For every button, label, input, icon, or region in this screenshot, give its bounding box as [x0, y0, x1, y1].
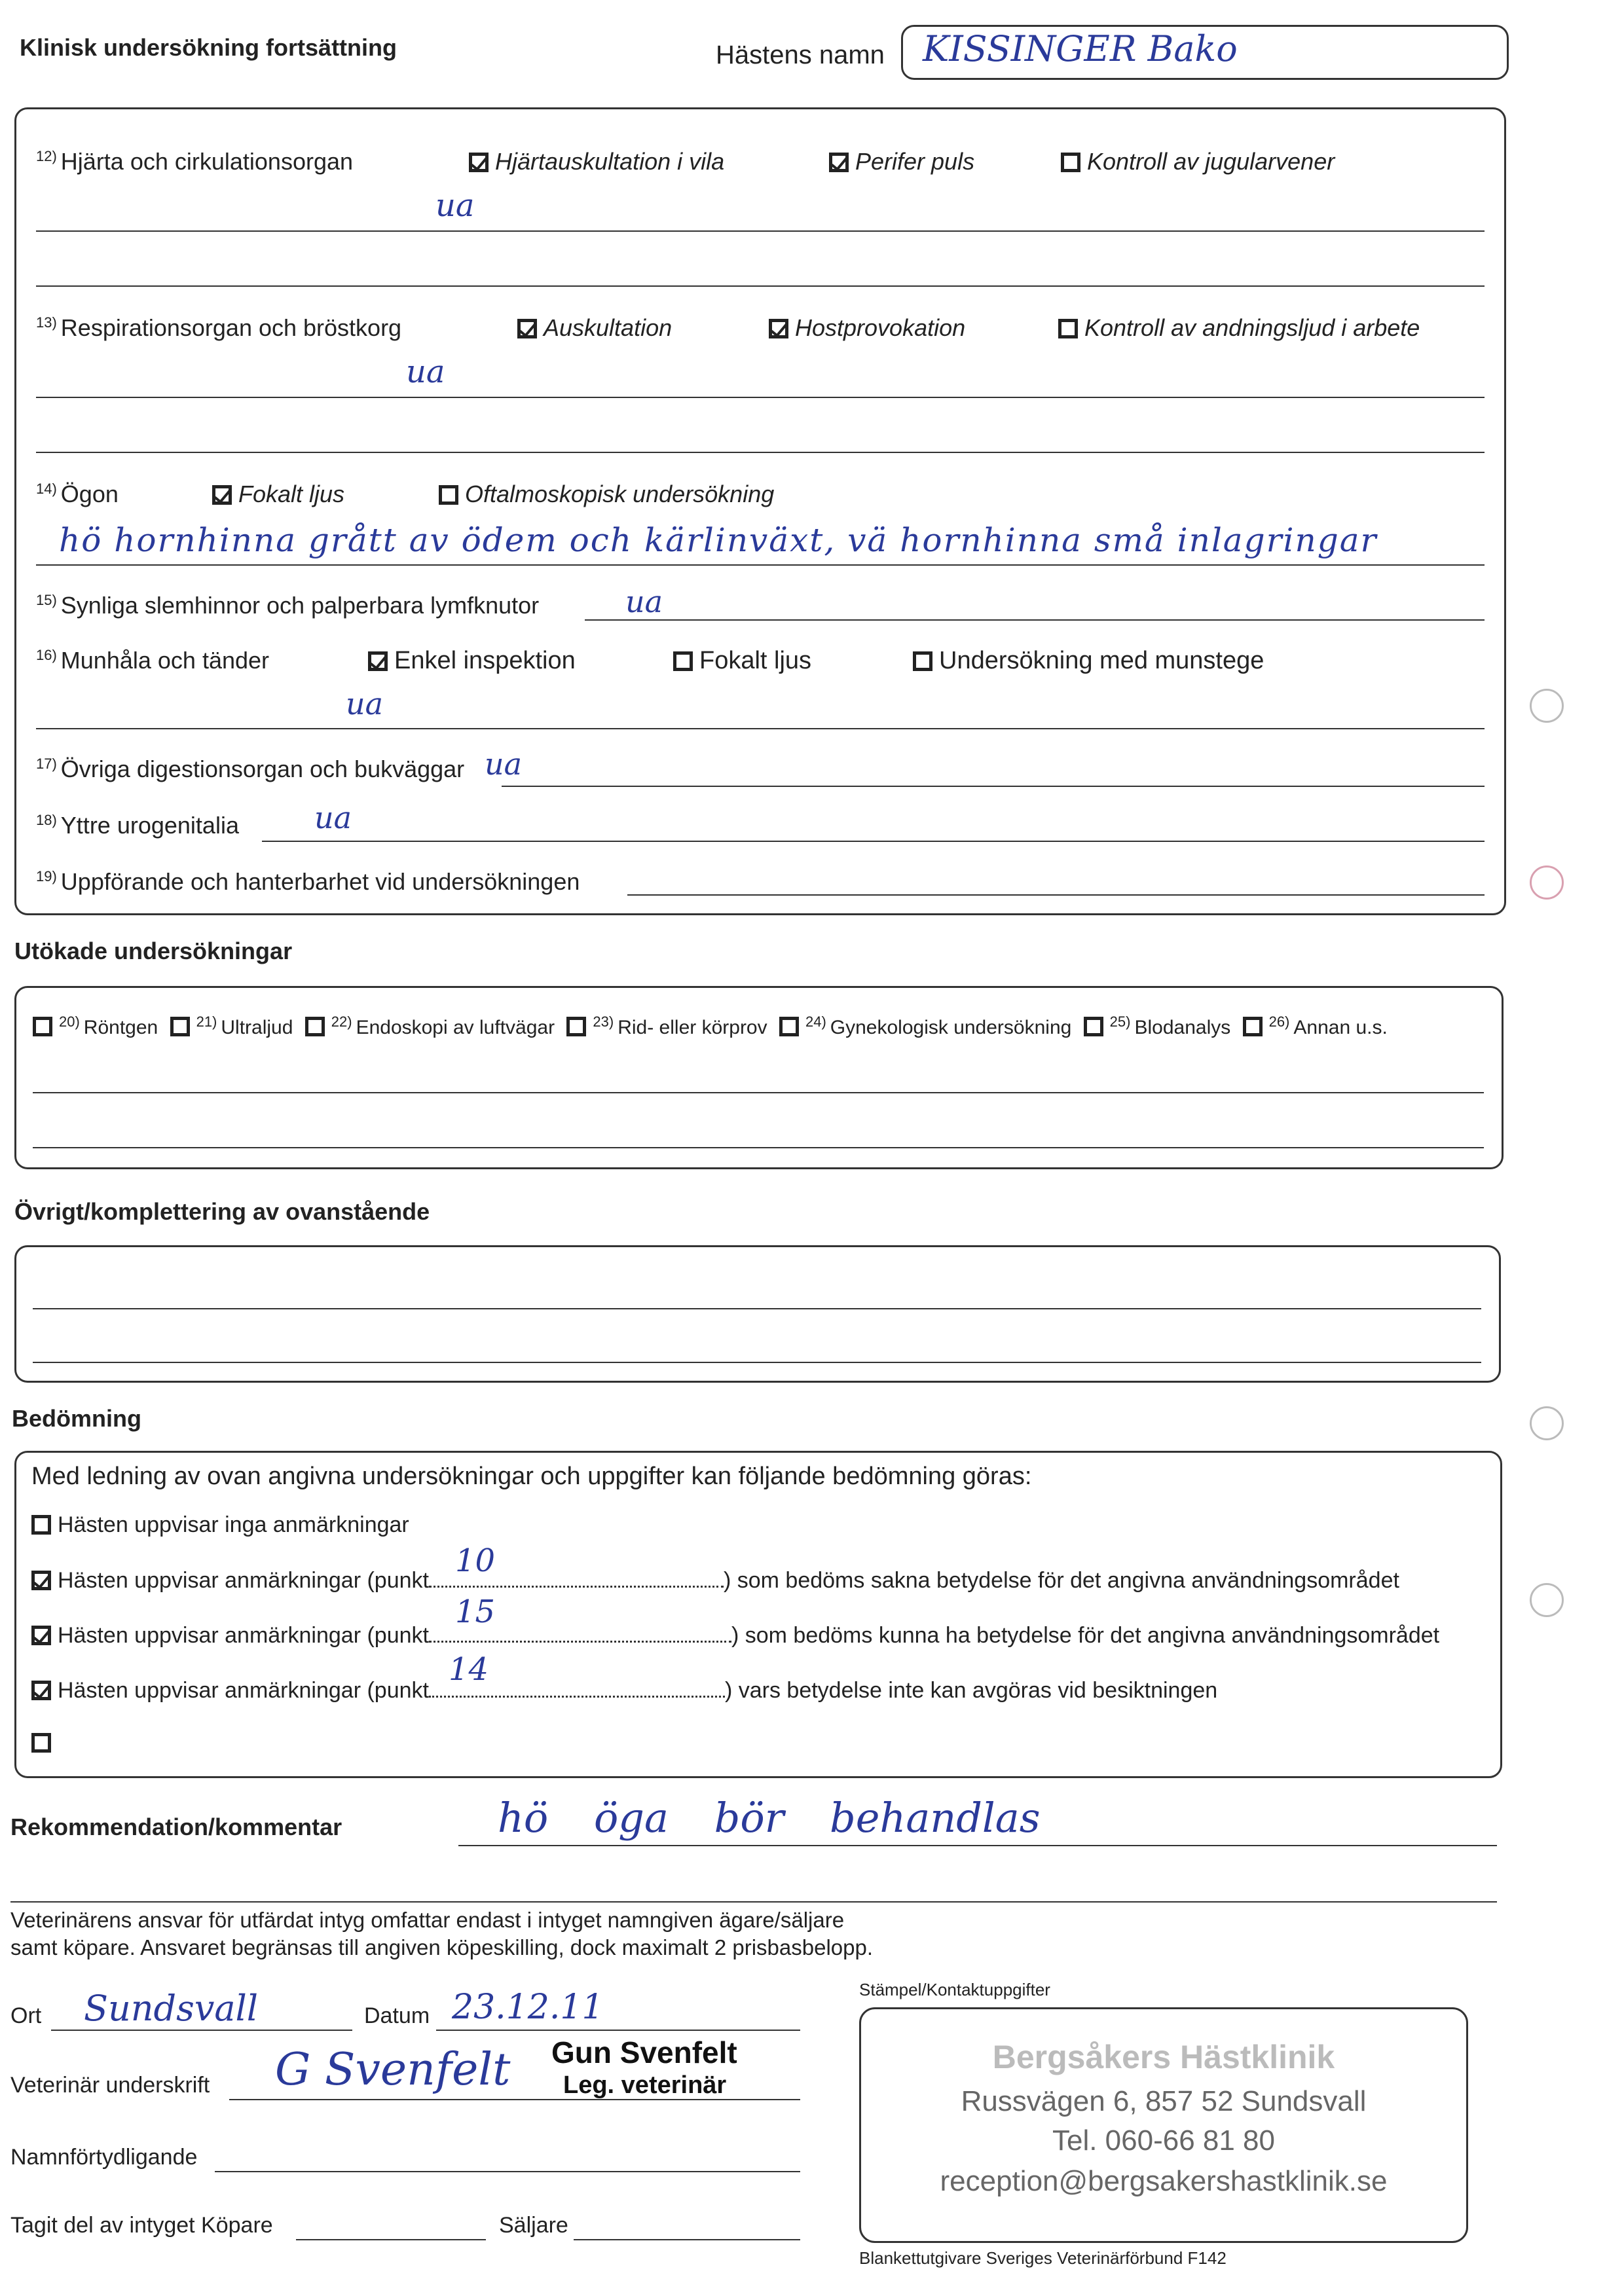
s15-note: ua — [625, 584, 663, 619]
stamp-signer-title: Leg. veterinär — [563, 2071, 727, 2099]
ext-item-21[interactable]: $^{21)}$ Ultraljud — [170, 1017, 293, 1038]
tagit-del-label: Tagit del av intyget Köpare — [10, 2213, 273, 2238]
checkbox[interactable] — [1243, 1017, 1263, 1036]
checkbox[interactable] — [1058, 319, 1078, 338]
answer-line[interactable] — [33, 1092, 1484, 1093]
assessment-opt3[interactable]: Hästen uppvisar anmärkningar (punkt 15 ) som bedöms kunna ha betydelse för det angivna användningsområdet — [31, 1621, 1439, 1649]
form-title: Klinisk undersökning fortsättning — [20, 34, 397, 61]
checkbox[interactable] — [439, 485, 458, 505]
answer-line[interactable] — [33, 1362, 1481, 1363]
ext-item-22[interactable]: $^{22)}$ Endoskopi av luftvägar — [305, 1017, 555, 1038]
ort-label: Ort — [10, 2003, 42, 2028]
stamp-email: reception@bergsakershastklinik.se — [940, 2165, 1388, 2197]
checkbox[interactable] — [829, 153, 849, 172]
s14-note: hö hornhinna grått av ödem och kärlinväxt, vä hornhinna små inlagringar — [59, 521, 1378, 559]
assessment-opt1[interactable]: Hästen uppvisar inga anmärkningar — [31, 1512, 409, 1538]
checkbox[interactable] — [566, 1017, 586, 1036]
s13-check-3[interactable]: Kontroll av andningsljud i arbete — [1058, 314, 1420, 342]
s12-check-2[interactable]: Perifer puls — [829, 148, 974, 175]
section-12-label: $^{12)}$ Hjärta och cirkulationsorgan — [36, 148, 354, 175]
horse-name-value: KISSINGER Bako — [923, 28, 1238, 69]
answer-line[interactable] — [502, 786, 1485, 787]
disclaimer-line-2: samt köpare. Ansvaret begränsas till angiven köpeskilling, dock maximalt 2 prisbasbelopp. — [10, 1935, 874, 1959]
ext-item-20[interactable]: $^{20)}$ Röntgen — [33, 1017, 158, 1038]
opt4-value: 14 — [448, 1651, 489, 1688]
saljare-label: Säljare — [499, 2213, 568, 2238]
datum-label: Datum — [364, 2003, 430, 2028]
horse-name-label: Hästens namn — [716, 41, 885, 69]
recommendation-line-2[interactable] — [10, 1901, 1497, 1903]
stamp-address: Russvägen 6, 857 52 Sundsvall — [961, 2085, 1367, 2117]
punch-hole — [1530, 1583, 1564, 1617]
stamp-phone: Tel. 060-66 81 80 — [1052, 2124, 1276, 2157]
disclaimer-line-1: Veterinärens ansvar för utfärdat intyg omfattar endast i intyget namngiven ägare/säljare — [10, 1908, 845, 1932]
assessment-opt4[interactable]: Hästen uppvisar anmärkningar (punkt 14 ) vars betydelse inte kan avgöras vid besiktningen — [31, 1676, 1217, 1704]
checkbox[interactable] — [31, 1681, 51, 1700]
s16-check-3[interactable]: Undersökning med munstege — [913, 647, 1264, 675]
recommendation-label: Rekommendation/kommentar — [10, 1813, 342, 1840]
punch-hole — [1530, 866, 1564, 900]
checkbox[interactable] — [170, 1017, 190, 1036]
answer-line[interactable] — [36, 285, 1485, 287]
assessment-opt2[interactable]: Hästen uppvisar anmärkningar (punkt 10 ) som bedöms sakna betydelse för det angivna användningsområdet — [31, 1566, 1399, 1594]
namnfortydligande-label: Namnförtydligande — [10, 2145, 198, 2170]
s13-check-1[interactable]: Auskultation — [517, 314, 672, 342]
answer-line[interactable] — [36, 564, 1485, 566]
s12-check-1[interactable]: Hjärtauskultation i vila — [469, 148, 724, 175]
assessment-opt5[interactable] — [31, 1728, 58, 1756]
datum-line[interactable] — [436, 2030, 800, 2031]
answer-line[interactable] — [36, 728, 1485, 729]
s17-note: ua — [485, 746, 523, 782]
ext-item-24[interactable]: $^{24)}$ Gynekologisk undersökning — [779, 1017, 1071, 1038]
stamp-box — [859, 2007, 1468, 2243]
s13-note: ua — [406, 354, 445, 390]
answer-line[interactable] — [33, 1147, 1484, 1148]
checkbox[interactable] — [913, 651, 932, 671]
section-17-label: $^{17)}$ Övriga digestionsorgan och bukväggar — [36, 756, 465, 782]
section-19-label: $^{19)}$ Uppförande och hanterbarhet vid undersökningen — [36, 868, 580, 895]
checkbox[interactable] — [673, 651, 693, 671]
kopare-line[interactable] — [296, 2239, 486, 2240]
section-13-label: $^{13)}$ Respirationsorgan och bröstkorg — [36, 314, 402, 341]
checkbox[interactable] — [1084, 1017, 1103, 1036]
ext-item-26[interactable]: $^{26)}$ Annan u.s. — [1243, 1017, 1388, 1038]
namnfortydligande-line[interactable] — [215, 2171, 800, 2172]
section-15-label: $^{15)}$ Synliga slemhinnor och palperbara lymfknutor — [36, 592, 540, 619]
checkbox[interactable] — [33, 1017, 52, 1036]
s18-note: ua — [314, 800, 352, 835]
s12-note: ua — [435, 187, 475, 224]
opt3-value: 15 — [454, 1594, 496, 1630]
checkbox[interactable] — [517, 319, 537, 338]
checkbox[interactable] — [31, 1733, 51, 1753]
ort-line[interactable] — [51, 2030, 352, 2031]
s13-check-2[interactable]: Hostprovokation — [769, 314, 965, 342]
opt2-value: 10 — [454, 1542, 496, 1579]
s14-check-2[interactable]: Oftalmoskopisk undersökning — [439, 481, 774, 508]
checkbox[interactable] — [31, 1515, 51, 1535]
ext-item-25[interactable]: $^{25)}$ Blodanalys — [1084, 1017, 1231, 1038]
checkbox[interactable] — [31, 1626, 51, 1645]
checkbox[interactable] — [779, 1017, 799, 1036]
answer-line[interactable] — [585, 619, 1485, 621]
form-publisher: Blankettutgivare Sveriges Veterinärförbund F142 — [859, 2248, 1227, 2268]
s16-check-1[interactable]: Enkel inspektion — [368, 647, 576, 675]
answer-line[interactable] — [36, 452, 1485, 453]
ext-item-23[interactable]: $^{23)}$ Rid- eller körprov — [566, 1017, 767, 1038]
s14-check-1[interactable]: Fokalt ljus — [212, 481, 344, 508]
recommendation-line[interactable] — [458, 1845, 1497, 1846]
recommendation-value: hö öga bör behandlas — [498, 1794, 1041, 1842]
assessment-intro: Med ledning av ovan angivna undersökningar och uppgifter kan följande bedömning göras: — [31, 1463, 1032, 1490]
section-16-label: $^{16)}$ Munhåla och tänder — [36, 647, 270, 674]
answer-line[interactable] — [627, 894, 1485, 896]
horse-name-field[interactable] — [901, 25, 1509, 80]
stamp-signer-name: Gun Svenfelt — [551, 2035, 737, 2069]
section-18-label: $^{18)}$ Yttre urogenitalia — [36, 812, 239, 839]
punch-hole — [1530, 1406, 1564, 1440]
assessment-title: Bedömning — [12, 1405, 141, 1432]
s12-check-3[interactable]: Kontroll av jugularvener — [1061, 148, 1335, 175]
checkbox[interactable] — [769, 319, 788, 338]
answer-line[interactable] — [33, 1308, 1481, 1309]
checkbox[interactable] — [368, 651, 388, 671]
extended-title: Utökade undersökningar — [14, 938, 293, 964]
stamp-clinic-name: Bergsåkers Hästklinik — [992, 2039, 1335, 2075]
examination-box — [14, 107, 1506, 915]
stamp-label: Stämpel/Kontaktuppgifter — [859, 1980, 1050, 1999]
s16-check-2[interactable]: Fokalt ljus — [673, 647, 811, 675]
section-14-label: $^{14)}$ Ögon — [36, 481, 119, 507]
signature-label: Veterinär underskrift — [10, 2073, 210, 2098]
checkbox[interactable] — [31, 1571, 51, 1590]
checkbox[interactable] — [212, 485, 232, 505]
s16-note: ua — [346, 686, 384, 721]
answer-line[interactable] — [262, 841, 1485, 842]
assessment-box — [14, 1451, 1502, 1778]
other-title: Övrigt/komplettering av ovanstående — [14, 1198, 430, 1225]
ort-value: Sundsvall — [84, 1988, 259, 2029]
extended-items — [33, 1013, 1388, 1039]
answer-line[interactable] — [36, 397, 1485, 398]
answer-line[interactable] — [36, 230, 1485, 232]
checkbox[interactable] — [305, 1017, 325, 1036]
saljare-line[interactable] — [574, 2239, 800, 2240]
datum-value: 23.12.11 — [452, 1988, 604, 2027]
checkbox[interactable] — [469, 153, 489, 172]
checkbox[interactable] — [1061, 153, 1080, 172]
signature-value: G Svenfelt — [275, 2044, 511, 2096]
punch-hole — [1530, 689, 1564, 723]
